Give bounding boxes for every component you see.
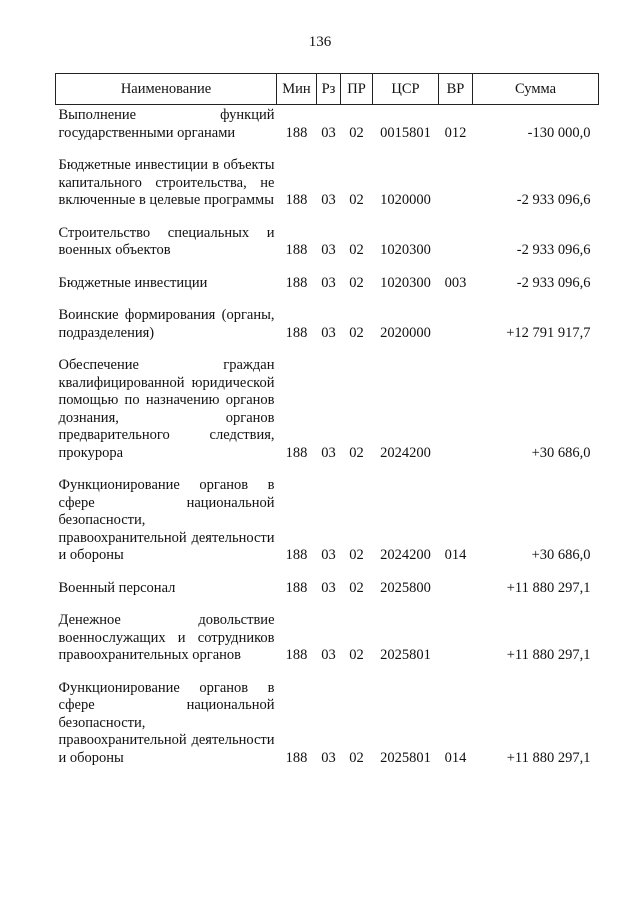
row-name: Строительство специальных и военных объектов: [58, 224, 275, 258]
row-rz: 03: [321, 274, 336, 291]
row-vr: [439, 292, 473, 342]
row-rz: 03: [321, 749, 336, 766]
budget-table: [55, 73, 599, 767]
row-csr: 0015801: [380, 124, 431, 141]
table-row: [56, 210, 599, 260]
row-pr: 02: [349, 192, 364, 208]
table-row: [56, 260, 599, 293]
row-rz: 03: [321, 647, 336, 663]
row-csr: 1020300: [380, 242, 431, 258]
row-sum: -2 933 096,6: [516, 242, 591, 258]
row-vr: 014: [444, 547, 467, 563]
row-vr: 003: [444, 274, 467, 291]
column-header-name: Наименование: [56, 74, 277, 105]
row-vr: [439, 565, 473, 598]
row-min: 188: [285, 444, 308, 461]
column-header-min: Мин: [277, 74, 317, 105]
row-name: Бюджетные инвестиции в объекты капитального строительства, не включенные в целевые программы: [58, 157, 275, 208]
table-row: [56, 665, 599, 768]
row-pr: 02: [349, 647, 364, 663]
column-header-csr: ЦСР: [373, 74, 439, 105]
row-min: 188: [285, 647, 308, 663]
row-rz: 03: [321, 242, 336, 258]
table-body: [56, 105, 599, 768]
row-name: Денежное довольствие военнослужащих и сотрудников правоохранительных органов: [58, 612, 275, 663]
row-rz: 03: [321, 192, 336, 208]
row-sum: -130 000,0: [527, 124, 591, 141]
row-rz: 03: [321, 547, 336, 563]
row-pr: 02: [349, 274, 364, 291]
row-vr: 014: [444, 749, 467, 766]
row-vr: [439, 597, 473, 665]
row-min: 188: [285, 242, 308, 258]
row-min: 188: [285, 192, 308, 208]
row-min: 188: [285, 547, 308, 563]
row-min: 188: [285, 579, 308, 596]
row-sum: +30 686,0: [531, 444, 591, 461]
row-name: Военный персонал: [58, 579, 176, 596]
row-csr: 2025801: [380, 749, 431, 766]
table-row: [56, 142, 599, 210]
row-name: Функционирование органов в сфере национальной безопасности, правоохранительной деятельности и обороны: [58, 679, 275, 766]
row-sum: +11 880 297,1: [506, 647, 591, 663]
row-pr: 02: [349, 242, 364, 258]
row-pr: 02: [349, 324, 364, 341]
row-sum: +11 880 297,1: [506, 579, 591, 596]
row-sum: -2 933 096,6: [516, 274, 591, 291]
row-pr: 02: [349, 579, 364, 596]
page-number: 136: [308, 34, 332, 50]
row-min: 188: [285, 124, 308, 141]
row-min: 188: [285, 749, 308, 766]
row-vr: [439, 210, 473, 260]
table-row: [56, 565, 599, 598]
row-sum: -2 933 096,6: [516, 192, 591, 208]
row-pr: 02: [349, 124, 364, 141]
row-rz: 03: [321, 124, 336, 141]
row-pr: 02: [349, 547, 364, 563]
row-vr: [439, 342, 473, 462]
row-name: Обеспечение граждан квалифицированной юридической помощью по назначению органов дознания, органов предварительного следствия, прокурора: [58, 357, 275, 461]
row-sum: +11 880 297,1: [506, 749, 591, 766]
row-csr: 2020000: [380, 324, 431, 341]
row-name: Функционирование органов в сфере национальной безопасности, правоохранительной деятельности и обороны: [58, 477, 275, 563]
column-header-pr: ПР: [341, 74, 373, 105]
row-csr: 1020000: [380, 192, 431, 208]
row-name: Воинские формирования (органы, подразделения): [58, 307, 275, 341]
row-csr: 2025801: [380, 647, 431, 663]
row-csr: 1020300: [380, 274, 431, 291]
row-pr: 02: [349, 749, 364, 766]
row-vr: 012: [444, 124, 467, 141]
row-csr: 2024200: [380, 547, 431, 563]
column-header-sum: Сумма: [473, 74, 599, 105]
row-vr: [439, 142, 473, 210]
row-rz: 03: [321, 579, 336, 596]
row-rz: 03: [321, 324, 336, 341]
table-row: [56, 462, 599, 565]
table-row: [56, 597, 599, 665]
column-header-vr: ВР: [439, 74, 473, 105]
row-min: 188: [285, 274, 308, 291]
row-sum: +12 791 917,7: [506, 324, 591, 341]
row-sum: +30 686,0: [531, 547, 591, 563]
table-header-row: [56, 74, 599, 105]
table-row: [56, 105, 599, 143]
row-csr: 2025800: [380, 579, 431, 596]
row-pr: 02: [349, 444, 364, 461]
row-min: 188: [285, 324, 308, 341]
row-name: Выполнение функций государственными органами: [58, 107, 275, 141]
table-row: [56, 342, 599, 462]
row-rz: 03: [321, 444, 336, 461]
column-header-rz: Рз: [317, 74, 341, 105]
row-csr: 2024200: [380, 444, 431, 461]
row-name: Бюджетные инвестиции: [58, 274, 208, 291]
table-row: [56, 292, 599, 342]
